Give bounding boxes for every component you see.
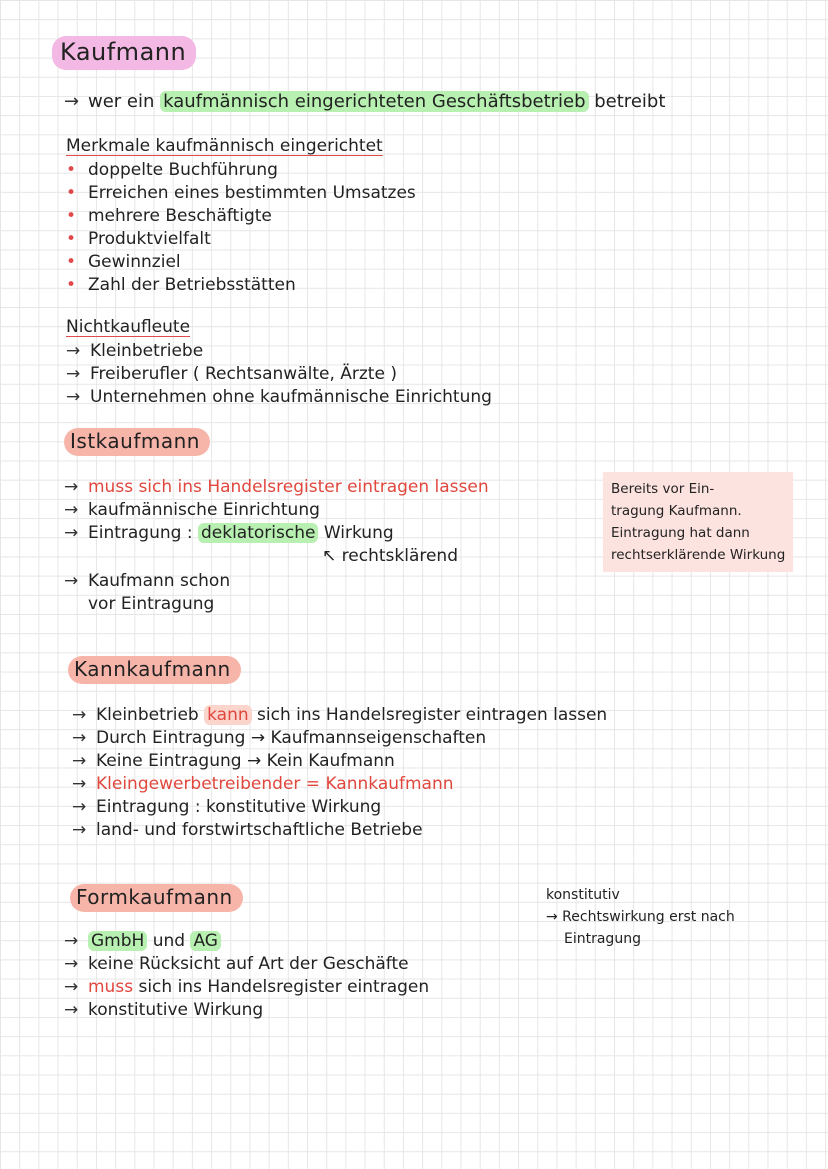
- list-item: → konstitutive Wirkung: [64, 1000, 264, 1020]
- arrow-icon: →: [66, 387, 81, 407]
- side-note: Bereits vor Ein- tragung Kaufmann. Eintragung hat dann rechtserklärende Wirkung: [603, 472, 793, 572]
- list-item: → Kleinbetrieb kann sich ins Handelsregister eintragen lassen: [72, 705, 608, 725]
- arrow-icon: →: [72, 797, 87, 817]
- arrow-icon: →: [72, 774, 87, 794]
- bullet-icon: •: [66, 160, 77, 180]
- nichtkaufleute-list: [66, 340, 492, 409]
- rechtsklaerend-note: ↖ rechtsklärend: [322, 546, 458, 566]
- arrow-icon: →: [64, 91, 80, 112]
- list-item: → Kleinbetriebe: [66, 341, 204, 361]
- formkaufmann-list: [64, 930, 429, 1022]
- highlight-deklaratorisch: deklatorische: [198, 523, 318, 543]
- list-item: • Gewinnziel: [66, 252, 181, 272]
- arrow-icon: →: [72, 705, 87, 725]
- arrow-icon: →: [66, 341, 81, 361]
- highlight-ag: AG: [190, 931, 221, 951]
- list-item: → Keine Eintragung → Kein Kaufmann: [72, 751, 395, 771]
- title-kannkaufmann: Kannkaufmann: [68, 656, 241, 684]
- arrow-icon: →: [64, 1000, 79, 1020]
- kaufmann-definition: → wer ein kaufmännisch eingerichteten Geschäftsbetrieb betreibt: [64, 91, 666, 112]
- list-item: → Kleingewerbetreibender = Kannkaufmann: [72, 774, 454, 794]
- arrow-icon: →: [64, 931, 79, 951]
- highlight-gmbh: GmbH: [88, 931, 147, 951]
- list-item: → Durch Eintragung → Kaufmannseigenschaften: [72, 728, 487, 748]
- list-item: • mehrere Beschäftigte: [66, 206, 272, 226]
- title-kaufmann: Kaufmann: [52, 36, 196, 70]
- list-item: → Eintragung : konstitutive Wirkung: [72, 797, 382, 817]
- title-formkaufmann: Formkaufmann: [70, 884, 243, 912]
- arrow-icon: →: [66, 364, 81, 384]
- arrow-icon: →: [64, 500, 79, 520]
- merkmale-heading: Merkmale kaufmännisch eingerichtet: [66, 136, 383, 156]
- arrow-icon: →: [72, 728, 87, 748]
- list-item: → muss sich ins Handelsregister eintragen: [64, 977, 430, 997]
- list-item: • doppelte Buchführung: [66, 160, 278, 180]
- bullet-icon: •: [66, 229, 77, 249]
- list-item: → keine Rücksicht auf Art der Geschäfte: [64, 954, 409, 974]
- kannkaufmann-list: [72, 704, 607, 842]
- bullet-icon: •: [66, 183, 77, 203]
- list-item: → Unternehmen ohne kaufmännische Einrichtung: [66, 387, 492, 407]
- highlight-kann: kann: [204, 705, 252, 725]
- konstitutiv-note: konstitutiv → Rechtswirkung erst nach Eintragung: [546, 887, 735, 947]
- list-item: • Produktvielfalt: [66, 229, 211, 249]
- list-item: → Freiberufler ( Rechtsanwälte, Ärzte ): [66, 364, 397, 384]
- list-item: → GmbH und AG: [64, 930, 429, 953]
- arrow-icon: →: [72, 820, 87, 840]
- highlight-definition: kaufmännisch eingerichteten Geschäftsbetrieb: [160, 91, 588, 112]
- istkaufmann-list: [64, 476, 489, 545]
- list-item: → kaufmännische Einrichtung: [64, 500, 320, 520]
- arrow-icon: →: [64, 571, 79, 591]
- arrow-icon: →: [64, 477, 79, 497]
- kaufmann-schon: → Kaufmann schon vor Eintragung: [64, 571, 231, 614]
- merkmale-list: [66, 159, 416, 297]
- list-item: → land- und forstwirtschaftliche Betriebe: [72, 820, 423, 840]
- list-item: → Eintragung : deklatorische Wirkung: [64, 523, 394, 543]
- arrow-icon: →: [64, 977, 79, 997]
- arrow-icon: →: [64, 954, 79, 974]
- bullet-icon: •: [66, 252, 77, 272]
- list-item: • Erreichen eines bestimmten Umsatzes: [66, 183, 416, 203]
- arrow-icon: →: [72, 751, 87, 771]
- list-item: • Zahl der Betriebsstätten: [66, 275, 296, 295]
- list-item: → muss sich ins Handelsregister eintragen lassen: [64, 477, 489, 497]
- title-istkaufmann: Istkaufmann: [64, 428, 210, 456]
- nichtkaufleute-heading: Nichtkaufleute: [66, 317, 191, 337]
- arrow-up-left-icon: ↖: [322, 546, 337, 566]
- arrow-icon: →: [64, 523, 79, 543]
- bullet-icon: •: [66, 275, 77, 295]
- bullet-icon: •: [66, 206, 77, 226]
